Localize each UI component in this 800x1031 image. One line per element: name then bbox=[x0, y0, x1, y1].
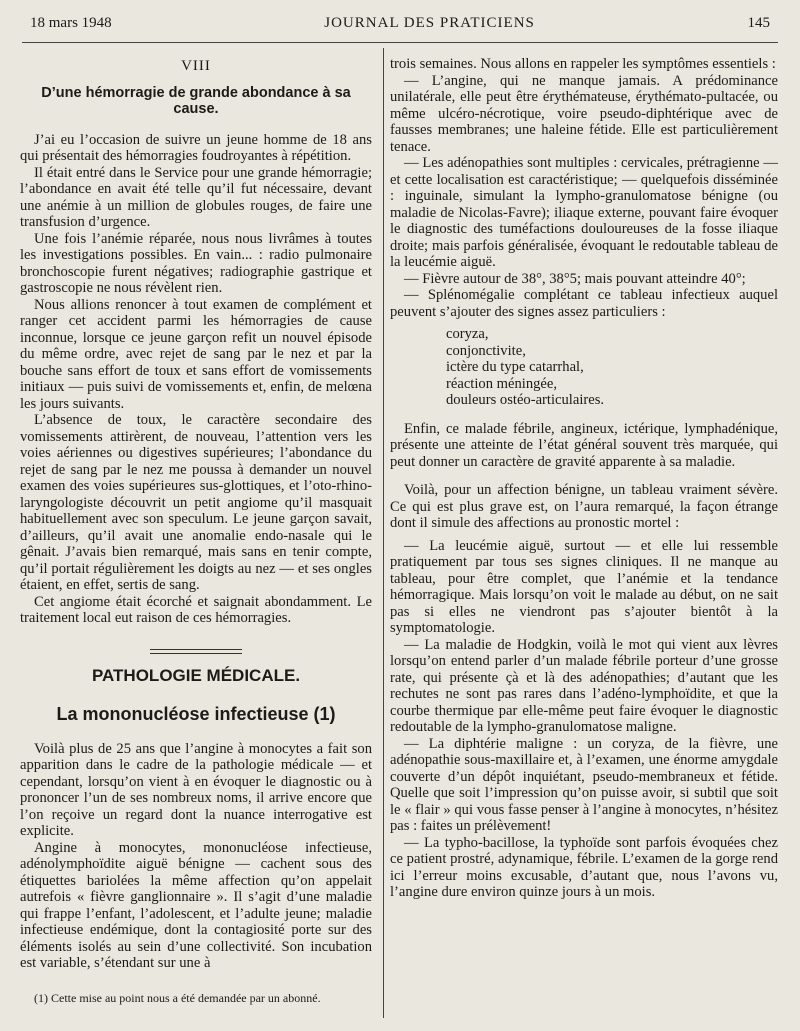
paragraph: — L’angine, qui ne manque jamais. A prédominance unilatérale, elle peut être érythémateuse, érythémato-pultacée, ou même ulcéro-nécrotique, voire pseudo-diphtérique avec de fausses membranes; une haleine fétide. Elle est particulièrement tenace. bbox=[390, 72, 778, 155]
paragraph: Cet angiome était écorché et saignait abondamment. Le traitement local eut raison de ces hémorragies. bbox=[20, 593, 372, 626]
paragraph: Angine à monocytes, mononucléose infectieuse, adénolymphoïdite aiguë bénigne — cachent sous des étiquettes bariolées la même affection qu’on appelait autrefois « fièvre ganglionnaire ». Il s’agit d’une maladie qui frappe l’enfant, l’adolescent, et l’adulte jeune; maladie infectieuse endémique, dont la contagiosité porte sur des éléments isolés au sein d’une collectivité. Son incubation est variable, s’étendant sur une à bbox=[20, 839, 372, 971]
paragraph: Nous allions renoncer à tout examen de complément et ranger cet accident parmi les hémorragies de cause inconnue, lorsque ce jeune garçon refit un nouvel épisode du même ordre, avec rejet de sang par le nez et par la bouche sans effort de toux et sans effort de vomissements initiaux — puis suivi de vomissements et, enfin, de melœna les jours suivants. bbox=[20, 296, 372, 412]
header-date: 18 mars 1948 bbox=[30, 14, 112, 31]
paragraph: Il était entré dans le Service pour une grande hémorragie; l’abondance en avait été telle qu’il fut nécessaire, devant une anémie à un million de globules rouges, de faire une transfusion d’urgence. bbox=[20, 164, 372, 230]
paragraph: Voilà, pour un affection bénigne, un tableau vraiment sévère. Ce qui est plus grave est, on l’aura remarqué, la façon étrange dont il simule des affections au pronostic mortel : bbox=[390, 482, 778, 531]
header-rule bbox=[22, 42, 778, 43]
section-heading: PATHOLOGIE MÉDICALE. bbox=[91, 665, 301, 685]
paragraph: — Les adénopathies sont multiples : cervicales, prétragienne — et cette localisation est caractéristique; — quelquefois disséminée : inguinale, simulant la lympho-granulomatose bénigne (ou maladie de Nicolas-Favre); iliaque externe, pouvant faire évoquer le diagnostic des tuméfactions douloureuses de la fosse iliaque droite; mais parfois généralisée, évoquant le redoutable tableau de la leucémie aiguë. bbox=[390, 155, 778, 270]
paragraph: — La typho-bacillose, la typhoïde sont parfois évoquées chez ce patient prostré, adynamique, fébrile. L’examen de la gorge rend ici l’erreur moins excusable, d’autant que, nous l’avons vu, l’angine dure environ quinze jours à un mois. bbox=[390, 834, 778, 900]
header-journal-title: JOURNAL DES PRATICIENS bbox=[324, 14, 535, 31]
list-item: coryza, bbox=[446, 326, 489, 342]
column-divider bbox=[383, 48, 384, 1018]
paragraph: J’ai eu l’occasion de suivre un jeune homme de 18 ans qui présentait des hémorragies foudroyantes à répétition. bbox=[20, 131, 372, 164]
paragraph: trois semaines. Nous allons en rappeler les symptômes essentiels : bbox=[390, 56, 776, 72]
list-item: ictère du type catarrhal, bbox=[446, 359, 584, 375]
section-numeral: VIII bbox=[181, 58, 211, 74]
right-column bbox=[390, 56, 778, 901]
paragraph: — La maladie de Hodgkin, voilà le mot qui vient aux lèvres lorsqu’on entend parler d’un malade fébrile porteur d’une grosse rate, qui présente çà et là des adénopathies; d’autant que les rechutes ne sont pas rares dans l’adéno-lymphoïdite, et que la courbe thermique par elle-même peut faire évoquer le diagnostic redoutable de la lympho-granulomatose maligne. bbox=[390, 636, 778, 735]
left-column bbox=[20, 56, 372, 1006]
list-item: réaction méningée, bbox=[446, 375, 558, 392]
article-title: La mononucléose infectieuse (1) bbox=[56, 704, 336, 724]
list-item: douleurs ostéo-articulaires. bbox=[446, 392, 605, 408]
header-page-number: 145 bbox=[747, 14, 770, 31]
paragraph: L’absence de toux, le caractère secondaire des vomissements attirèrent, de nouveau, l’attention vers les voies aériennes ou digestives supérieures; l’abondance du rejet de sang par le nez me poussa à demander un nouvel examen des voies supérieures sus-glottiques, et l’oto-rhino-laryngologiste découvrit un petit angiome qu’il masquait habituellement avec son speculum. Le jeune garçon savait, d’ailleurs, qu’il avait une anomalie endo-nasale qui le gênait. J’avais bien remarqué, mais sans en tenir compte, qu’il portait régulièrement les doigts au nez — et ses ongles étaient, en effet, sertis de sang. bbox=[20, 412, 372, 593]
case-title: D’une hémorragie de grande abondance à sa cause. bbox=[41, 84, 351, 117]
page-header bbox=[30, 8, 770, 38]
list-item: conjonctivite, bbox=[446, 342, 526, 359]
paragraph: — Fièvre autour de 38°, 38°5; mais pouvant atteindre 40°; bbox=[404, 270, 746, 287]
paragraph: Voilà plus de 25 ans que l’angine à monocytes a fait son apparition dans le cadre de la pathologie médicale — et cependant, lorsqu’on vient à en évoquer le diagnostic ou à prononcer l’un de ses nombreux noms, il arrive encore que l’on reçoive un regard dont la nuance interrogative est explicite. bbox=[20, 740, 372, 839]
symptom-list bbox=[446, 326, 778, 409]
paragraph: Enfin, ce malade fébrile, angineux, ictérique, lymphadénique, présente une atteinte de l’état général souvent très marquée, qui peut donner un caractère de gravité apparente à sa maladie. bbox=[390, 420, 778, 470]
paragraph: — Splénomégalie complétant ce tableau infectieux auquel peuvent s’ajouter des signes assez particuliers : bbox=[390, 287, 778, 320]
paragraph: Une fois l’anémie réparée, nous nous livrâmes à toutes les investigations possibles. En vain... : radio pulmonaire bronchoscopie furent négatives; radiographie gastrique et gastroscopie ne nous révèlent rien. bbox=[20, 230, 372, 296]
section-ornament-rule bbox=[150, 649, 242, 654]
paragraph: — La leucémie aiguë, surtout — et elle lui ressemble pratiquement par tous ses signes cliniques. Il ne manque au tableau, pour être complet, que l’anémie et la tendance hémorragique. Mais lorsqu’on voit le malade au début, on ne sait pas si elles ne viendront pas s’ajouter bientôt à la symptomatologie. bbox=[390, 537, 778, 636]
paragraph: — La diphtérie maligne : un coryza, de la fièvre, une adénopathie sous-maxillaire et, à l’examen, une énorme amygdale couverte d’un dépôt inquiétant, pseudo-membraneux et fétide. Quelle que soit l’impression qu’on puisse avoir, si subtil que soit le « flair » qui vous fasse penser à l’angine à monocytes, n’hésitez pas : faites un prélèvement! bbox=[390, 735, 778, 834]
footnote: (1) Cette mise au point nous a été demandée par un abonné. bbox=[34, 990, 321, 1005]
